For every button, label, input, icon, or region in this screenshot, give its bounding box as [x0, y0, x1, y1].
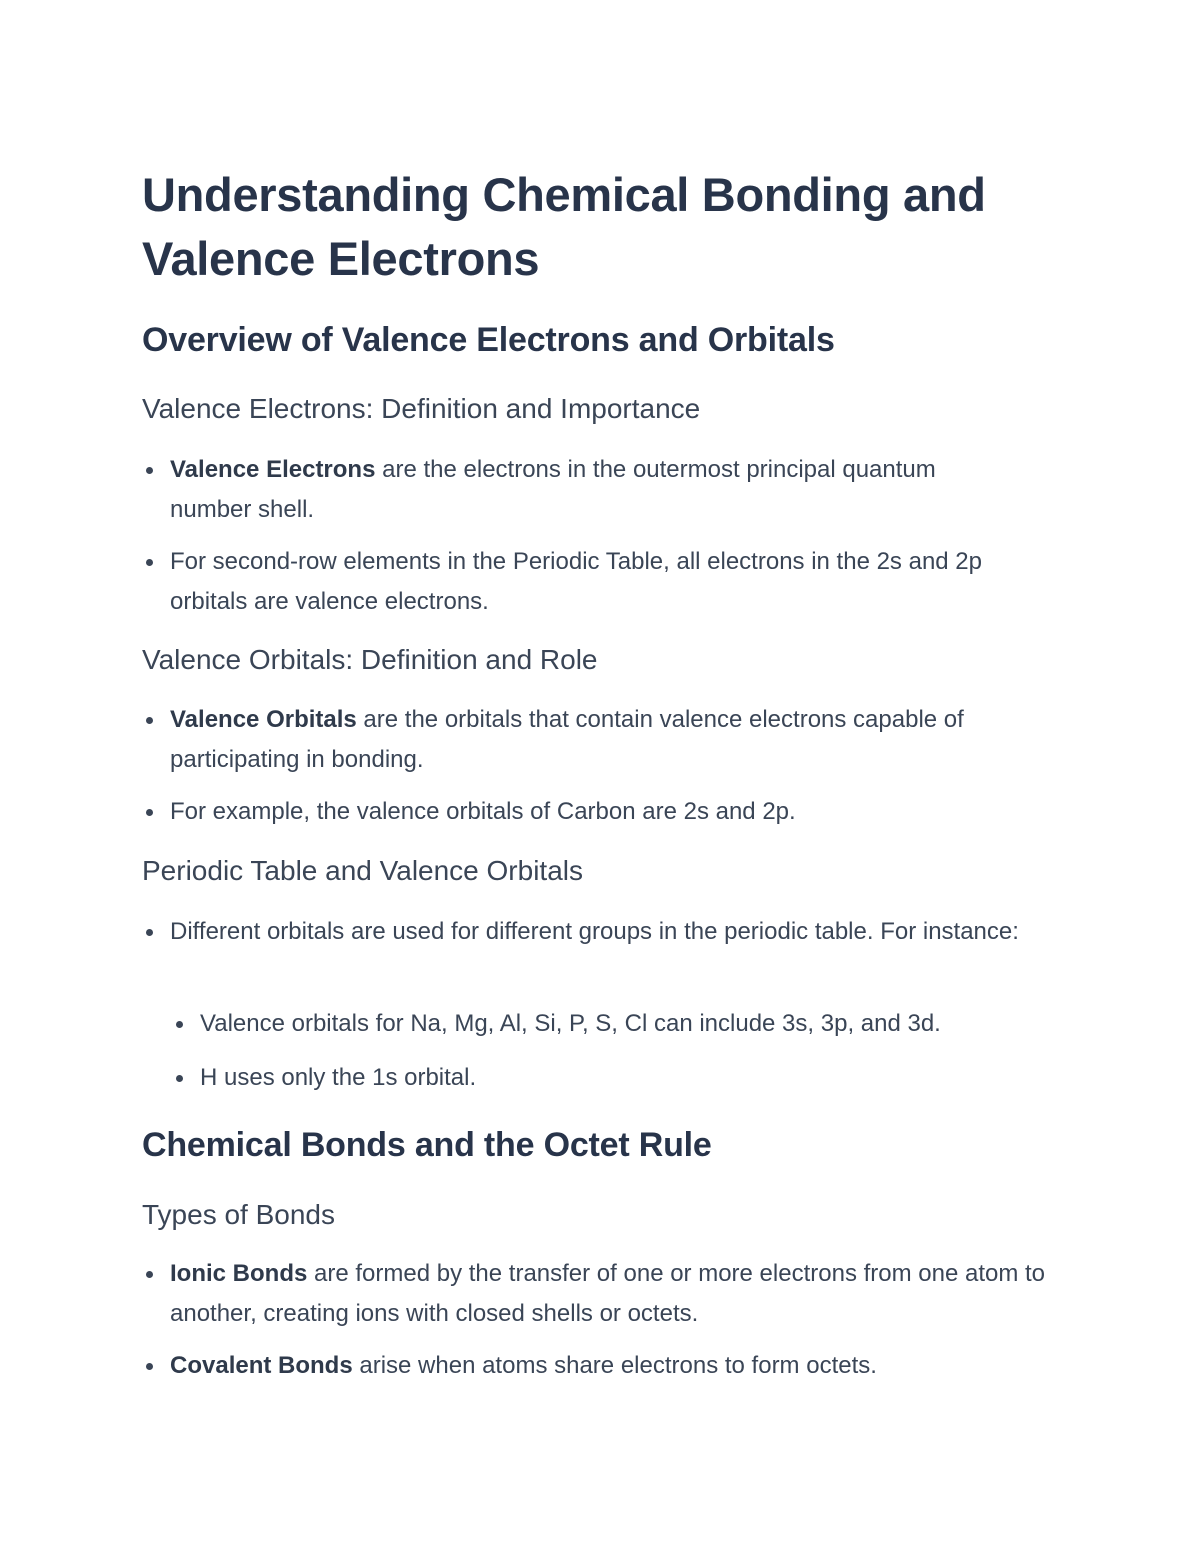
list-item [170, 700, 990, 780]
list-item [170, 542, 1050, 622]
term: Valence Orbitals [170, 706, 357, 733]
item-text: Different orbitals are used for different groups in the periodic table. For instance: [170, 918, 1019, 945]
section-heading-chemical-bonds: Chemical Bonds and the Octet Rule [142, 1126, 712, 1164]
bullet-icon [176, 1075, 183, 1082]
term: Ionic Bonds [170, 1260, 308, 1287]
sub-list-item [200, 1004, 1050, 1044]
subsection-heading-types-of-bonds: Types of Bonds [142, 1199, 336, 1230]
term: Valence Electrons [170, 456, 376, 483]
list-item [170, 912, 1050, 952]
item-text: Valence orbitals for Na, Mg, Al, Si, P, S, Cl can include 3s, 3p, and 3d. [200, 1010, 941, 1037]
sub-list-item [200, 1058, 1050, 1098]
bullet-icon [146, 1363, 153, 1370]
bullet-icon [146, 467, 153, 474]
section-heading-overview: Overview of Valence Electrons and Orbitals [142, 321, 835, 359]
item-text: For second-row elements in the Periodic Table, all electrons in the 2s and 2p orbitals are valence electrons. [170, 548, 983, 615]
bullet-icon [146, 1271, 153, 1278]
term: Covalent Bonds [170, 1352, 353, 1379]
bullet-icon [146, 929, 153, 936]
item-text: are the orbitals that contain valence electrons capable of participating in bonding. [170, 706, 964, 773]
list-item [170, 1254, 1050, 1334]
item-text: H uses only the 1s orbital. [200, 1064, 477, 1091]
item-text: arise when atoms share electrons to form octets. [352, 1352, 877, 1379]
document-title: Understanding Chemical Bonding and Valence Electrons [142, 168, 986, 285]
item-text: are formed by the transfer of one or more electrons from one atom to another, creating ions with closed shells or octets. [170, 1260, 1046, 1327]
bullet-icon [146, 717, 153, 724]
bullet-icon [176, 1021, 183, 1028]
subsection-heading-valence-electrons: Valence Electrons: Definition and Importance [142, 393, 701, 424]
bullet-icon [146, 809, 153, 816]
bullet-icon [146, 559, 153, 566]
item-text: are the electrons in the outermost principal quantum number shell. [170, 456, 936, 523]
list-item [170, 1346, 1050, 1386]
item-text: For example, the valence orbitals of Carbon are 2s and 2p. [170, 798, 796, 825]
list-item [170, 792, 1050, 832]
list-item [170, 450, 990, 530]
subsection-heading-periodic-table: Periodic Table and Valence Orbitals [142, 855, 583, 886]
subsection-heading-valence-orbitals: Valence Orbitals: Definition and Role [142, 644, 598, 675]
